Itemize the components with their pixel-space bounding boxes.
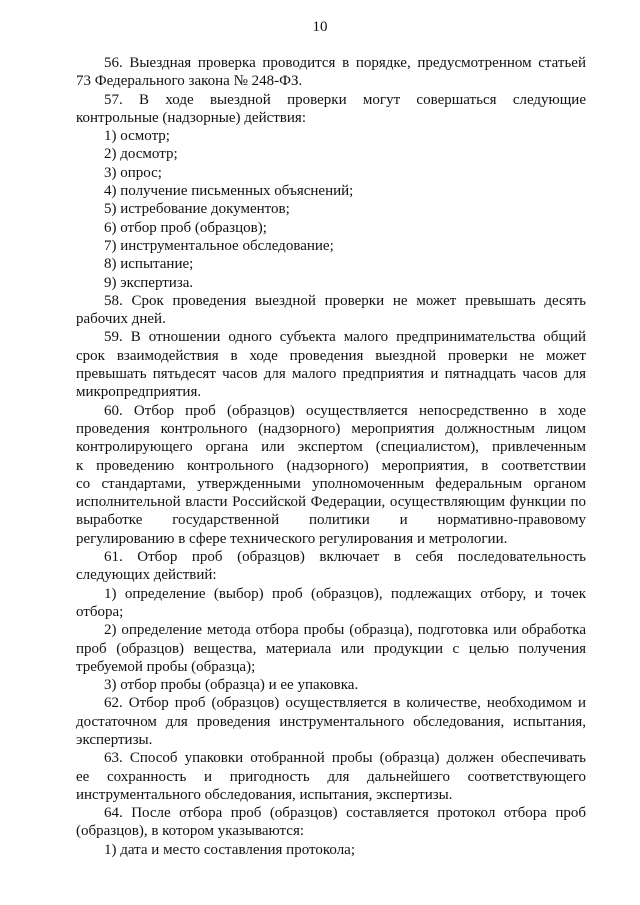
text-line: 3) опрос; — [104, 164, 162, 181]
text-line: регулированию в сфере технического регулирования и метрологии. — [76, 530, 508, 547]
text-line: 1) дата и место составления протокола; — [104, 841, 356, 858]
text-line: экспертизы. — [76, 731, 153, 748]
text-line: срок взаимодействия в ходе проведения выездной проверки не может — [76, 347, 586, 364]
text-line: ее сохранность и пригодность для дальнейшего соответствующего — [76, 768, 586, 785]
text-line: 61. Отбор проб (образцов) включает в себя последовательность — [104, 549, 586, 566]
text-line: выработке государственной политики и нормативно-правовому — [76, 512, 586, 529]
text-line: проведения контрольного (надзорного) мероприятия должностным лицом — [76, 420, 586, 437]
text-line: проб (образцов) вещества, материала или продукции с целью получения — [76, 640, 586, 657]
text-line: 59. В отношении одного субъекта малого предпринимательства общий — [104, 329, 586, 346]
text-line: отбора; — [76, 603, 124, 620]
text-line: 2) досмотр; — [104, 146, 178, 163]
text-line: 56. Выездная проверка проводится в порядке, предусмотренном статьей — [104, 55, 586, 71]
text-line: 3) отбор пробы (образца) и ее упаковка. — [104, 677, 359, 694]
text-line: 5) истребование документов; — [104, 201, 290, 218]
text-line: следующих действий: — [76, 567, 217, 584]
text-line: контролирующего органа или экспертом (специалистом), привлеченным — [76, 439, 586, 456]
text-line: 7) инструментальное обследование; — [104, 237, 334, 254]
text-line: инструментального обследования, испытания, экспертизы. — [76, 786, 453, 803]
text-line: 73 Федерального закона № 248-ФЗ. — [76, 73, 303, 90]
text-line: 8) испытание; — [104, 256, 194, 273]
text-line: 64. После отбора проб (образцов) составляется протокол отбора проб — [104, 805, 586, 822]
document-body — [76, 54, 586, 859]
text-line: 2) определение метода отбора пробы (образца), подготовка или обработка — [104, 622, 586, 639]
text-line: 1) определение (выбор) проб (образцов), подлежащих отбору, и точек — [104, 585, 586, 602]
text-line: 57. В ходе выездной проверки могут совершаться следующие — [104, 91, 586, 108]
text-line: 6) отбор проб (образцов); — [104, 219, 267, 236]
text-line: 1) осмотр; — [104, 128, 170, 145]
text-line: требуемой пробы (образца); — [76, 658, 256, 675]
text-line: 62. Отбор проб (образцов) осуществляется в количестве, необходимом и — [104, 695, 586, 712]
text-line: достаточном для проведения инструментального обследования, испытания, — [76, 713, 586, 730]
text-line: контрольные (надзорные) действия: — [76, 109, 306, 126]
text-line: исполнительной власти Российской Федерации, осуществляющим функции по — [76, 494, 586, 511]
text-line: превышать пятьдесят часов для малого предприятия и пятнадцать часов для — [76, 366, 586, 383]
text-line: 63. Способ упаковки отобранной пробы (образца) должен обеспечивать — [104, 750, 586, 767]
text-line: 4) получение письменных объяснений; — [104, 183, 354, 200]
text-line: 58. Срок проведения выездной проверки не может превышать десять — [104, 292, 586, 309]
text-line: 60. Отбор проб (образцов) осуществляется непосредственно в ходе — [104, 402, 586, 419]
text-line: со стандартами, утвержденными уполномоченным федеральным органом — [76, 475, 586, 492]
text-line: 9) экспертиза. — [104, 274, 194, 291]
text-line: к проведению контрольного (надзорного) мероприятия, в соответствии — [76, 457, 586, 474]
page-number: 10 — [312, 19, 328, 35]
text-line: рабочих дней. — [76, 311, 166, 328]
text-line: микропредприятия. — [76, 384, 202, 401]
text-line: (образцов), в котором указываются: — [76, 823, 305, 840]
